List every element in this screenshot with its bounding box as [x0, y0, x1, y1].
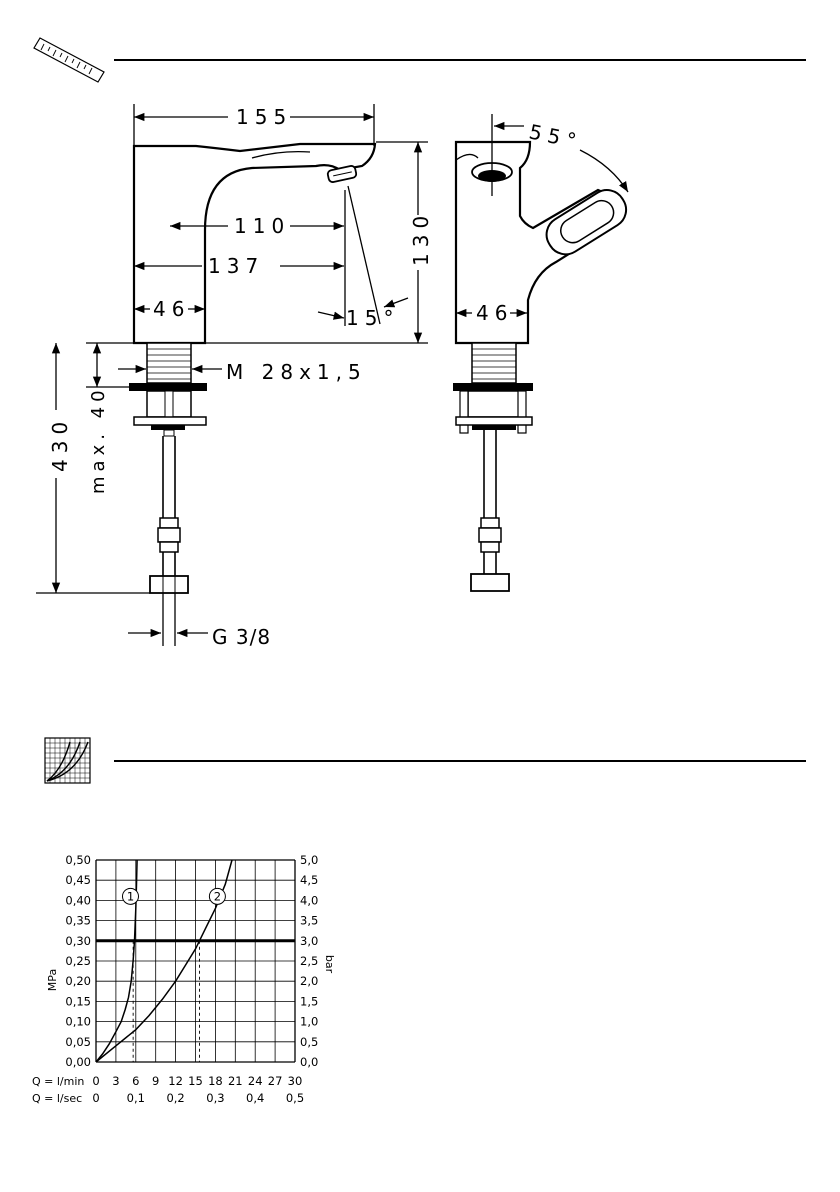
right-axis-tick-label: 5,0 — [300, 853, 319, 867]
left-axis-tick-label: 0,25 — [65, 954, 91, 968]
left-axis-tick-label: 0,50 — [65, 853, 91, 867]
dim-connection: G 3/8 — [212, 625, 272, 649]
x-axis-label-lsec: Q = l/sec — [32, 1092, 83, 1105]
dim-430: 430 — [48, 415, 72, 472]
x-tick-lsec: 0,2 — [166, 1091, 185, 1105]
left-axis-tick-label: 0,20 — [65, 974, 91, 989]
x-tick-lmin: 6 — [132, 1074, 140, 1088]
left-axis-tick-label: 0,45 — [65, 873, 91, 888]
left-axis-tick-label: 0,00 — [65, 1055, 91, 1069]
x-tick-lmin: 21 — [227, 1074, 243, 1088]
right-axis-tick-label: 0,5 — [300, 1034, 319, 1049]
x-tick-lsec: 0,4 — [246, 1091, 265, 1105]
dim-angle-15: 15° — [346, 306, 400, 330]
dim-155: 155 — [236, 105, 293, 129]
left-axis-tick-label: 0,15 — [65, 994, 91, 1009]
x-tick-lmin: 27 — [267, 1074, 283, 1088]
left-axis-tick-label: 0,35 — [65, 913, 91, 928]
dim-angle-55: 55° — [526, 119, 585, 155]
x-tick-lmin: 18 — [208, 1074, 223, 1088]
x-tick-lsec: 0,5 — [285, 1091, 305, 1105]
dim-max-40: max. 40 — [88, 385, 109, 494]
right-axis-tick-label: 3,5 — [300, 913, 319, 928]
right-axis-tick-label: 1,5 — [300, 994, 319, 1009]
right-axis-tick-label: 1,0 — [300, 1014, 319, 1029]
dim-137: 137 — [208, 254, 265, 278]
x-axis-label-lmin: Q = l/min — [32, 1075, 85, 1088]
right-axis-tick-label: 4,5 — [300, 873, 319, 888]
right-axis-tick-label: 4,0 — [300, 893, 319, 908]
flow-chart-icon — [45, 738, 90, 783]
x-tick-lsec: 0,3 — [206, 1091, 225, 1105]
ruler-icon — [34, 38, 104, 82]
x-tick-lsec: 0,1 — [126, 1091, 145, 1105]
series-1-label: 1 — [126, 889, 135, 904]
x-tick-lmin: 0 — [92, 1074, 100, 1088]
x-tick-lmin: 12 — [168, 1074, 183, 1088]
left-axis-label: MPa — [46, 968, 59, 992]
faucet-side-view — [453, 142, 633, 591]
dim-46-side: 46 — [476, 301, 514, 325]
left-axis-tick-label: 0,10 — [65, 1014, 91, 1029]
right-axis-tick-label: 0,0 — [300, 1055, 319, 1069]
series-2-label: 2 — [213, 889, 222, 904]
x-tick-lsec: 0 — [92, 1091, 100, 1105]
x-tick-lmin: 24 — [247, 1074, 263, 1088]
flow-chart — [32, 853, 336, 1105]
dim-thread: M 28x1,5 — [226, 360, 367, 384]
front-dimensions — [36, 104, 433, 649]
x-tick-lmin: 3 — [112, 1074, 120, 1088]
dim-110: 110 — [234, 214, 291, 238]
left-axis-tick-label: 0,05 — [65, 1034, 91, 1049]
x-tick-lmin: 15 — [188, 1074, 203, 1088]
right-axis-tick-label: 2,5 — [300, 954, 319, 968]
left-axis-tick-label: 0,40 — [65, 893, 91, 908]
right-axis-tick-label: 3,0 — [300, 933, 319, 948]
x-tick-lmin: 9 — [152, 1074, 160, 1088]
x-tick-lmin: 30 — [287, 1074, 303, 1088]
right-axis-label: bar — [323, 954, 336, 974]
dim-46-front: 46 — [153, 297, 191, 321]
left-axis-tick-label: 0,30 — [65, 933, 91, 948]
right-axis-tick-label: 2,0 — [300, 974, 319, 989]
dim-130: 130 — [409, 209, 433, 266]
